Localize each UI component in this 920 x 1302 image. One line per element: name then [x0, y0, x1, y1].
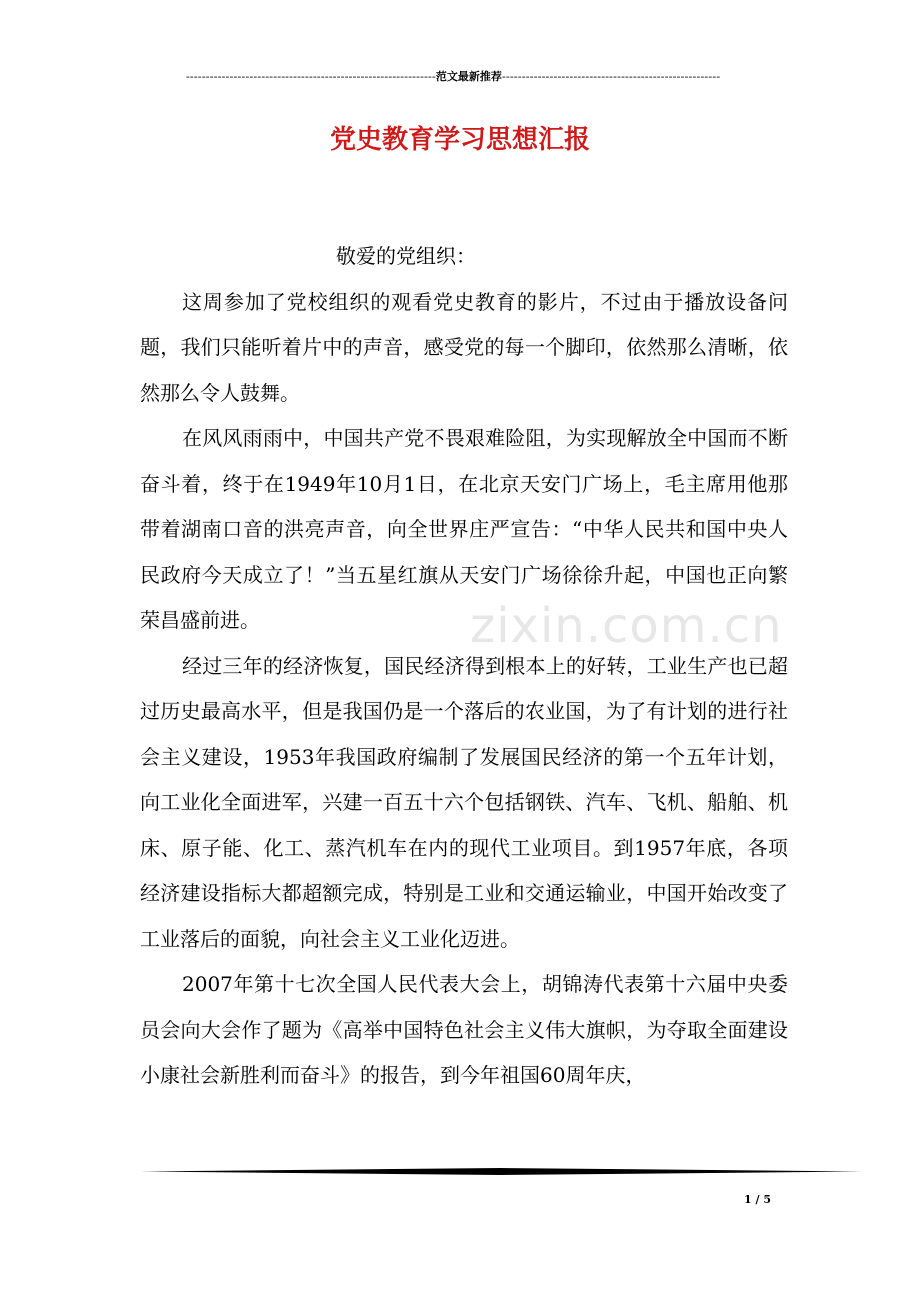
page-header	[138, 68, 768, 86]
watermark: zixin.com.cn	[470, 598, 783, 654]
paragraph-4: 2007年第十七次全国人民代表大会上，胡锦涛代表第十六届中央委员会向大会作了题为《高举中国特色社会主义伟大旗帜，为夺取全面建设小康社会新胜利而奋斗》的报告，到今年祖国60周年庆，	[140, 972, 788, 1087]
header-tag: 范文最新推荐	[435, 70, 502, 83]
header-dashes-left: ---------------------------------------------------------------	[185, 70, 436, 83]
document-body	[140, 234, 788, 1099]
header-dashes-right: -------------------------------------------------------	[501, 70, 721, 83]
salutation: 敬爱的党组织：	[336, 244, 476, 268]
document-title: 党史教育学习思想汇报	[329, 125, 590, 155]
footer-rule	[140, 1168, 862, 1175]
paragraph-3: 经过三年的经济恢复，国民经济得到根本上的好转，工业生产也已超过历史最高水平，但是我国仍是一个落后的农业国，为了有计划的进行社会主义建设，1953年我国政府编制了发展国民经济的第一个五年计划，向工业化全面进军，兴建一百五十六个包括钢铁、汽车、飞机、船舶、机床、原子能、化工、蒸汽机车在内的现代工业项目。到1957年底，各项经济建设指标大都超额完成，特别是工业和交通运输业，中国开始改变了工业落后的面貌，向社会主义工业化迈进。	[140, 653, 788, 951]
paragraph-1: 这周参加了党校组织的观看党史教育的影片，不过由于播放设备问题，我们只能听着片中的声音，感受党的每一个脚印，依然那么清晰，依然那么令人鼓舞。	[140, 289, 788, 405]
paragraph-2: 在风风雨雨中，中国共产党不畏艰难险阻，为实现解放全中国而不断奋斗着，终于在1949年10月1日，在北京天安门广场上，毛主席用他那带着湖南口音的洪亮声音，向全世界庄严宣告：“中华人民共和国中央人民政府今天成立了！”当五星红旗从天安门广场徐徐升起，中国也正向繁荣昌盛前进。	[140, 426, 788, 632]
page-number: 1 / 5	[744, 1193, 771, 1206]
